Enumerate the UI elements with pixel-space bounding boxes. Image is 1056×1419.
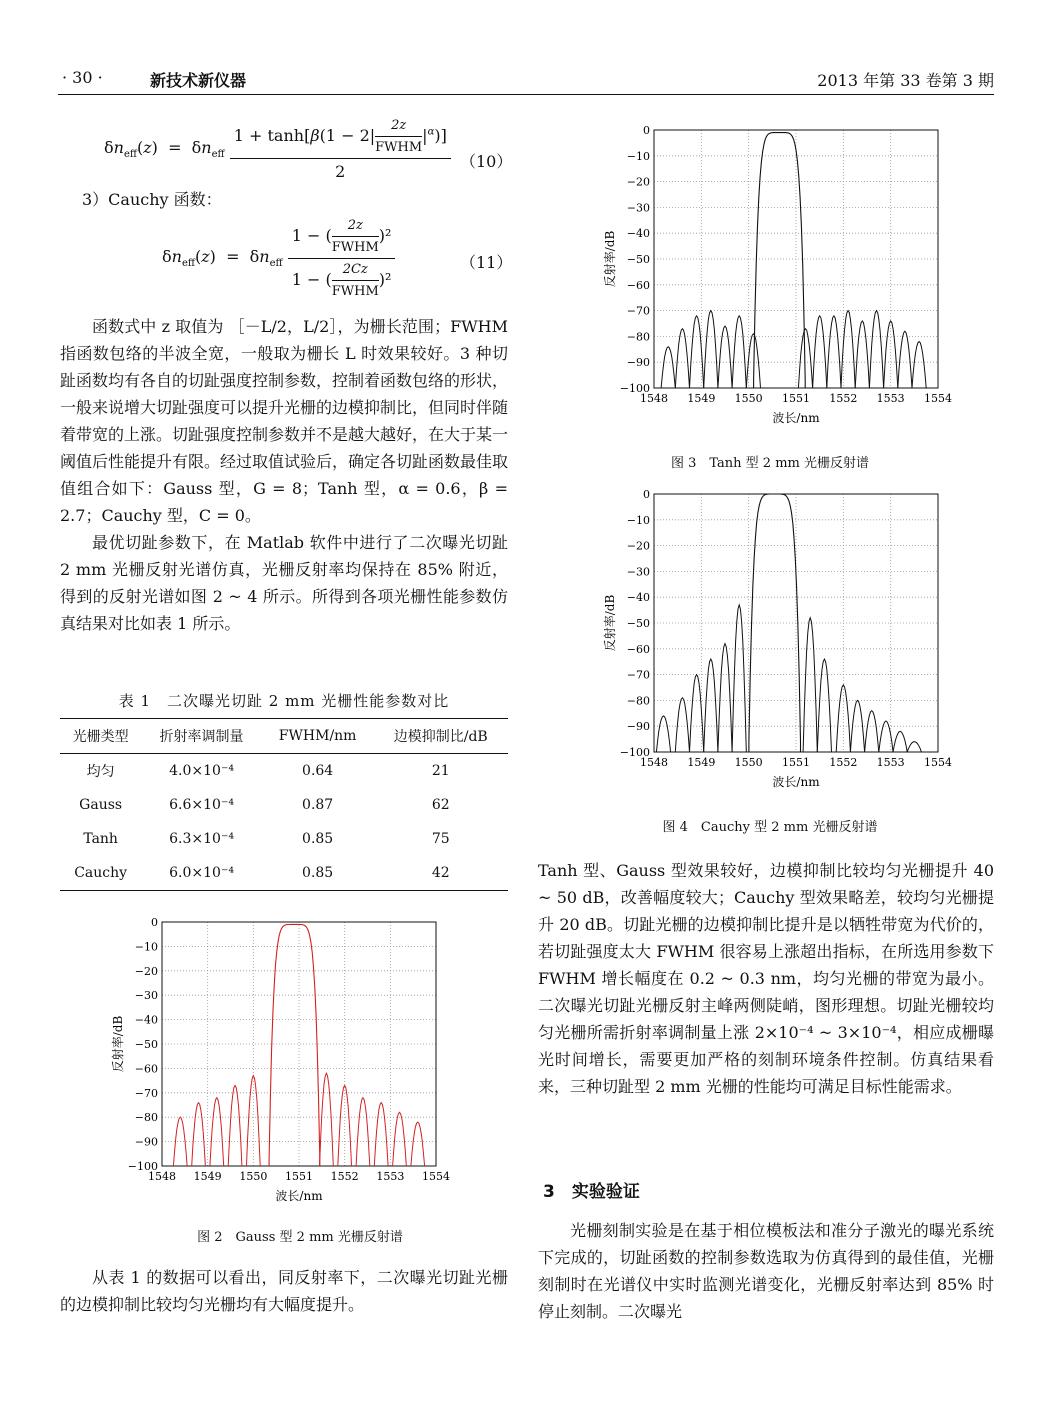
- running-header: [58, 66, 994, 95]
- table-header: FWHM/nm: [262, 719, 374, 754]
- sidelobe-line: [732, 316, 746, 388]
- table-cell: Tanh: [83, 831, 118, 847]
- y-tick-label: −50: [134, 1038, 158, 1051]
- x-axis-label: 波长/nm: [772, 411, 820, 425]
- sidelobe-line: [320, 1073, 334, 1166]
- main-peak-line: [269, 924, 320, 1166]
- y-tick-label: −30: [626, 201, 650, 215]
- y-tick-label: −50: [626, 253, 650, 266]
- equation-11-number: （11）: [460, 253, 513, 272]
- table-cell: Cauchy: [60, 856, 141, 891]
- table-caption: 表 1 二次曝光切趾 2 mm 光栅性能参数对比: [118, 692, 450, 710]
- table-row: [60, 788, 508, 822]
- sidelobe-line: [356, 1098, 370, 1166]
- figure-4-chart: [596, 482, 956, 794]
- table-cell: 42: [373, 856, 508, 891]
- figure-3-chart: [596, 118, 956, 430]
- x-tick-label: 1551: [782, 756, 810, 769]
- sidelobe-line: [803, 618, 817, 752]
- y-tick-label: −90: [626, 720, 650, 734]
- paragraph: 从表 1 的数据可以看出，同反射率下，二次曝光切趾光栅的边模抑制比较均匀光栅均有大幅度提升。: [60, 1268, 508, 1314]
- y-tick-label: −50: [626, 617, 650, 630]
- paragraph: Tanh 型、Gauss 型效果较好，边模抑制比较均匀光栅提升 40 ~ 50 dB，改善幅度较大；Cauchy 型效果略差，较均匀光栅提升 20 dB。切趾光栅的边模抑制比提升是以牺牲带宽为代价的，若切趾强度太大 FWHM 很容易上涨超出指标，在所选用参数下 FWHM 增长幅度在 0.2 ~ 0.3 nm，均匀光栅的带宽为最小。二次曝光切趾光栅反射主峰两侧陡峭，图形理想。切趾光栅较均匀光栅所需折射率调制量上涨 2×10⁻⁴ ~ 3×10⁻⁴，相应成栅曝光时间增长，需要更加严格的刻制环境条件控制。仿真结果看来，三种切趾型 2 mm 光栅的性能均可满足目标性能需求。: [538, 861, 994, 1096]
- table-cell: 75: [431, 831, 450, 847]
- sidelobe-line: [884, 321, 898, 388]
- right-body-text: [538, 857, 994, 1100]
- y-tick-label: 0: [151, 916, 158, 929]
- y-axis-label: 反射率/dB: [603, 594, 617, 652]
- section-3-heading: 3 实验验证: [543, 1182, 640, 1202]
- y-tick-label: −70: [134, 1086, 158, 1100]
- x-tick-label: 1551: [285, 1170, 313, 1183]
- paragraph: 最优切趾参数下，在 Matlab 软件中进行了二次曝光切趾 2 mm 光栅反射光谱仿真，光栅反射率均保持在 85% 附近，得到的反射光谱如图 2 ~ 4 所示。所得到各项光栅性能参数仿真结果对比如表 1 所示。: [60, 533, 508, 633]
- table-cell: 6.0×10⁻⁴: [141, 856, 262, 891]
- table-row: [60, 822, 508, 856]
- table-header: 边模抑制比/dB: [373, 719, 508, 754]
- figure-2-chart: [100, 910, 460, 1220]
- y-tick-label: −70: [626, 304, 650, 318]
- sidelobe-line: [869, 311, 883, 388]
- y-tick-label: −20: [626, 539, 650, 553]
- x-tick-label: 1551: [782, 392, 810, 405]
- sidelobe-line: [898, 331, 912, 388]
- y-tick-label: −60: [626, 642, 650, 656]
- table-cell: 6.3×10⁻⁴: [169, 831, 234, 847]
- item-cauchy: 3）Cauchy 函数：: [82, 190, 222, 209]
- table-1: [60, 718, 508, 891]
- x-tick-label: 1554: [422, 1170, 450, 1183]
- sidelobe-line: [210, 1098, 224, 1166]
- y-tick-label: −20: [626, 175, 650, 189]
- y-axis-label: 反射率/dB: [111, 1015, 125, 1073]
- sidelobe-line: [912, 342, 926, 388]
- sidelobe-line: [675, 698, 689, 752]
- y-tick-label: −100: [127, 1160, 158, 1173]
- sidelobe-line: [827, 316, 841, 388]
- sidelobe-line: [850, 700, 864, 752]
- y-tick-label: −80: [626, 330, 650, 344]
- sidelobe-line: [661, 347, 675, 388]
- sidelobe-line: [704, 659, 718, 752]
- y-axis-label: 反射率/dB: [603, 230, 617, 288]
- y-tick-label: −90: [626, 356, 650, 370]
- y-tick-label: −90: [134, 1135, 158, 1149]
- sidelobe-line: [817, 659, 831, 752]
- y-tick-label: −100: [619, 746, 650, 759]
- figure-4-caption: 图 4 Cauchy 型 2 mm 光栅反射谱: [662, 820, 878, 835]
- x-tick-label: 1550: [734, 392, 763, 405]
- y-tick-label: −40: [626, 591, 650, 605]
- y-tick-label: −60: [626, 278, 650, 292]
- sidelobe-line: [411, 1122, 425, 1166]
- sidelobe-line: [675, 329, 689, 388]
- table-cell: Gauss: [79, 797, 123, 813]
- sidelobe-line: [718, 644, 732, 752]
- sidelobe-line: [907, 742, 921, 752]
- x-tick-label: 1549: [193, 1170, 222, 1183]
- x-tick-label: 1548: [640, 392, 668, 405]
- paragraph: 光栅刻制实验是在基于相位模板法和准分子激光的曝光系统下完成的，切趾函数的控制参数选取为仿真得到的最佳值，光栅刻制时在光谱仪中实时监测光谱变化，光栅反射率达到 85% 时停止刻制。二次曝光: [538, 1221, 994, 1321]
- table-cell: 4.0×10⁻⁴: [169, 763, 234, 779]
- equation-11: $\delta n_{eff}(z) = \delta n_{eff}$ 1 − ( $\frac{2z}{\text{FWHM}}$ )² 1 − ( $\frac{2Cz}{\text{FWHM}}$ )²: [162, 218, 395, 299]
- sidelobe-line: [393, 1112, 407, 1166]
- x-tick-label: 1554: [924, 756, 952, 769]
- sidelobe-line: [718, 326, 732, 388]
- section-3-text: [538, 1217, 994, 1325]
- y-tick-label: −10: [626, 513, 650, 527]
- issue-info: 2013 年第 33 卷第 3 期: [817, 71, 994, 90]
- sidelobe-line: [732, 605, 746, 752]
- main-peak-line: [754, 133, 806, 388]
- table-row: [60, 856, 508, 891]
- page-number: · 30 ·: [62, 68, 103, 87]
- x-tick-label: 1548: [640, 756, 668, 769]
- table-cell: 0.64: [302, 763, 334, 779]
- x-tick-label: 1553: [876, 756, 905, 769]
- table-cell: 0.85: [302, 831, 334, 847]
- y-tick-label: −30: [626, 565, 650, 579]
- table-row: [60, 754, 508, 789]
- sidelobe-line: [374, 1103, 388, 1166]
- y-tick-label: −80: [134, 1111, 158, 1125]
- y-tick-label: −40: [134, 1013, 158, 1027]
- table-cell: 62: [431, 797, 450, 813]
- x-axis-label: 波长/nm: [772, 775, 820, 789]
- figure-3-caption: 图 3 Tanh 型 2 mm 光栅反射谱: [670, 456, 869, 471]
- x-tick-label: 1550: [239, 1170, 268, 1183]
- x-tick-label: 1549: [687, 756, 716, 769]
- table-cell: 均匀: [86, 764, 115, 780]
- paragraph: 函数式中 z 取值为 ［－L/2，L/2］，为栅长范围；FWHM 指函数包络的半波全宽，一般取为栅长 L 时效果较好。3 种切趾函数均有各自的切趾强度控制参数，控制着函数包络的形状，一般来说增大切趾强度可以提升光栅的边模抑制比，但同时伴随着带宽的上涨。切趾强度控制参数并不是越大越好，在大于某一阈值后性能提升有限。经过取值试验后，确定各切趾函数最佳取值组合如下：Gauss 型，G = 8；Tanh 型，α = 0.6，β = 2.7；Cauchy 型，C = 0。: [60, 317, 509, 525]
- x-tick-label: 1553: [876, 392, 905, 405]
- x-tick-label: 1550: [734, 756, 763, 769]
- y-tick-label: −70: [626, 668, 650, 682]
- y-tick-label: −60: [134, 1062, 158, 1076]
- sidelobe-line: [855, 321, 869, 388]
- sidelobe-line: [836, 685, 850, 752]
- left-bottom-text: [60, 1264, 508, 1318]
- figure-2-caption: 图 2 Gauss 型 2 mm 光栅反射谱: [197, 1230, 403, 1245]
- x-axis-label: 波长/nm: [275, 1189, 323, 1203]
- table-cell: 21: [431, 763, 450, 779]
- table-cell: 6.6×10⁻⁴: [169, 797, 234, 813]
- table-cell: 0.87: [302, 797, 334, 813]
- equation-10-number: （10）: [460, 152, 513, 171]
- sidelobe-line: [813, 316, 827, 388]
- y-tick-label: −100: [619, 382, 650, 395]
- x-tick-label: 1549: [687, 392, 716, 405]
- table-header: 折射率调制量: [141, 719, 262, 754]
- table-cell: 0.85: [262, 856, 374, 891]
- sidelobe-line: [656, 716, 670, 752]
- sidelobe-line: [893, 731, 907, 752]
- y-tick-label: −10: [626, 149, 650, 163]
- x-tick-label: 1552: [829, 392, 858, 405]
- y-tick-label: 0: [643, 488, 650, 501]
- y-tick-label: −40: [626, 227, 650, 241]
- table-header: 光栅类型: [60, 719, 141, 754]
- y-tick-label: −30: [134, 989, 158, 1003]
- y-tick-label: −80: [626, 694, 650, 708]
- x-tick-label: 1552: [829, 756, 858, 769]
- x-tick-label: 1548: [148, 1170, 176, 1183]
- journal-name: 新技术新仪器: [150, 71, 247, 90]
- sidelobe-line: [865, 711, 879, 752]
- x-tick-label: 1553: [376, 1170, 405, 1183]
- equation-10: $\delta n_{eff}(z) = \delta n_{eff}$ 1 + tanh[β(1 − 2| $\frac{2z}{\text{FWHM}}$ $|^\alpha$)] 2: [104, 118, 451, 181]
- x-tick-label: 1554: [924, 392, 952, 405]
- left-body-text: [60, 313, 508, 637]
- sidelobe-line: [228, 1086, 242, 1167]
- sidelobe-line: [690, 316, 704, 388]
- y-tick-label: −10: [134, 940, 158, 954]
- x-tick-label: 1552: [330, 1170, 359, 1183]
- y-tick-label: 0: [643, 124, 650, 137]
- sidelobe-line: [192, 1103, 206, 1166]
- sidelobe-line: [704, 311, 718, 388]
- y-tick-label: −20: [134, 964, 158, 978]
